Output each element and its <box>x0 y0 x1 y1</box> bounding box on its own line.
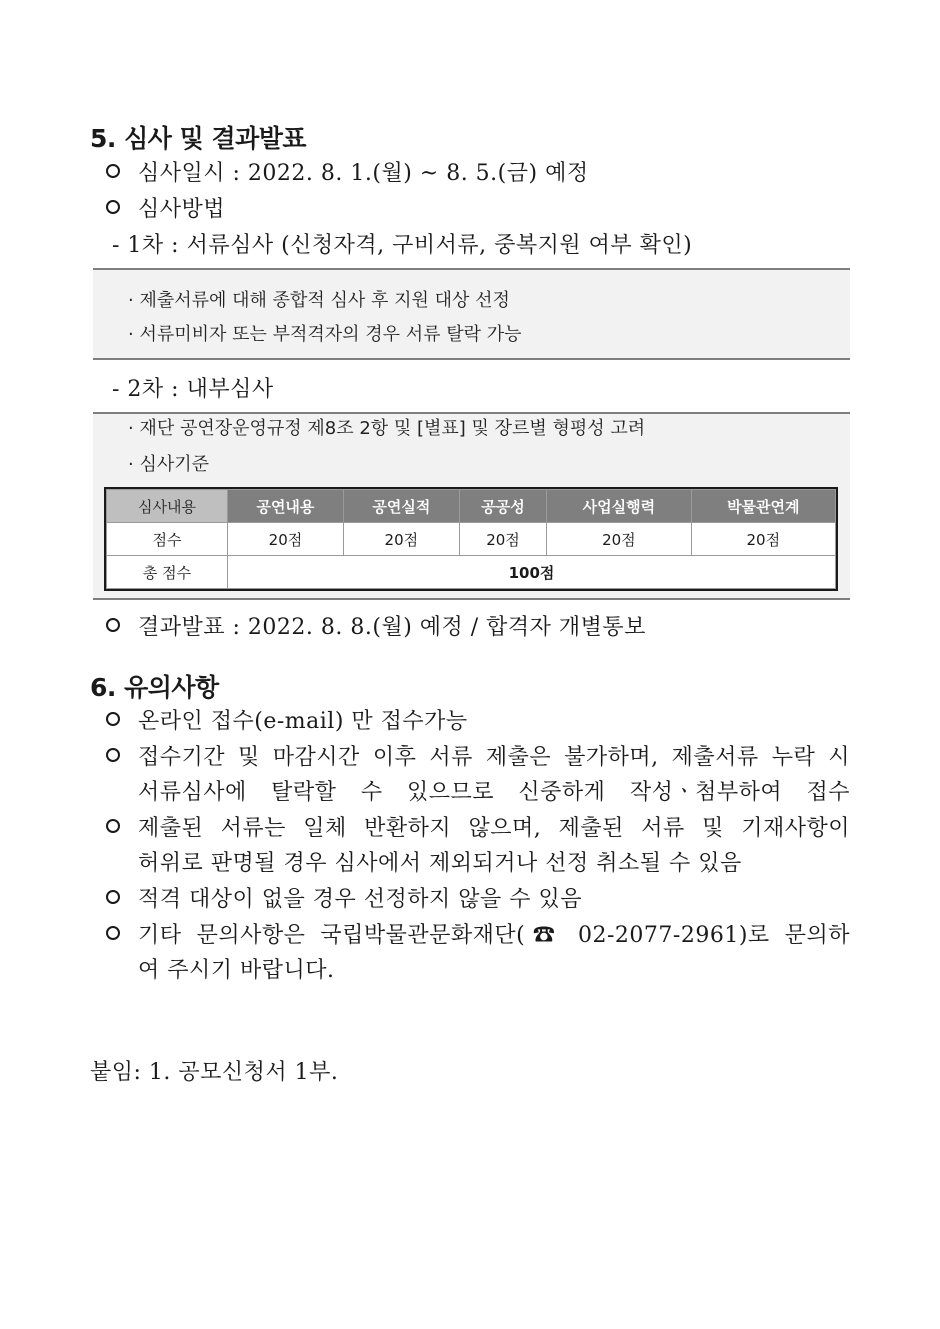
table-cell: 20점 <box>547 523 691 556</box>
result-text: 결과발표 : 2022. 8. 8.(월) 예정 / 합격자 개별통보 <box>138 615 646 640</box>
round2-note: · 심사기준 <box>128 454 209 475</box>
notice-line: 여 주시기 바랍니다. <box>138 958 335 983</box>
notice-line: 허위로 판명될 경우 심사에서 제외되거나 선정 취소될 수 있음 <box>138 851 742 876</box>
table-cell: 100점 <box>228 556 836 589</box>
table-header-cell: 공공성 <box>459 490 546 523</box>
table-row <box>107 556 836 589</box>
round1-note: · 제출서류에 대해 종합적 심사 후 지원 대상 선정 <box>128 290 510 311</box>
round2-text: - 2차 : 내부심사 <box>112 377 274 402</box>
table-cell: 20점 <box>228 523 344 556</box>
round1-text: - 1차 : 서류심사 (신청자격, 구비서류, 중복지원 여부 확인) <box>112 233 693 258</box>
section-6-title: 6. 유의사항 <box>90 673 219 702</box>
table-cell: 20점 <box>343 523 459 556</box>
round1-note: · 서류미비자 또는 부적격자의 경우 서류 탈락 가능 <box>128 324 522 345</box>
notice-line: 기타 문의사항은 국립박물관문화재단(☎ 02-2077-2961)로 문의하 <box>138 923 850 948</box>
table-header-row <box>107 490 836 523</box>
table-header-cell: 공연실적 <box>343 490 459 523</box>
circle-bullet-icon <box>106 819 120 833</box>
circle-bullet-icon <box>106 748 120 762</box>
table-header-cell: 박물관연계 <box>691 490 835 523</box>
round1-notes-box <box>93 268 850 360</box>
table-cell: 점수 <box>107 523 228 556</box>
notice-line: 적격 대상이 없을 경우 선정하지 않을 수 있음 <box>138 887 582 912</box>
criteria-table <box>106 489 836 589</box>
section-5-title: 5. 심사 및 결과발표 <box>90 124 307 153</box>
circle-bullet-icon <box>106 618 120 632</box>
attachment-text: 붙임: 1. 공모신청서 1부. <box>90 1060 339 1085</box>
table-row <box>107 523 836 556</box>
notice-line: 제출된 서류는 일체 반환하지 않으며, 제출된 서류 및 기재사항이 <box>138 816 850 841</box>
table-cell: 총 점수 <box>107 556 228 589</box>
circle-bullet-icon <box>106 926 120 940</box>
circle-bullet-icon <box>106 890 120 904</box>
notice-line: 온라인 접수(e-mail) 만 접수가능 <box>138 709 468 734</box>
table-header-cell: 사업실행력 <box>547 490 691 523</box>
table-cell: 20점 <box>691 523 835 556</box>
circle-bullet-icon <box>106 712 120 726</box>
table-header-cell: 심사내용 <box>107 490 228 523</box>
schedule-text: 심사일시 : 2022. 8. 1.(월) ~ 8. 5.(금) 예정 <box>138 161 589 186</box>
circle-bullet-icon <box>106 164 120 178</box>
round2-note: · 재단 공연장운영규정 제8조 2항 및 [별표] 및 장르별 형평성 고려 <box>128 418 646 439</box>
table-cell: 20점 <box>459 523 546 556</box>
circle-bullet-icon <box>106 200 120 214</box>
table-header-cell: 공연내용 <box>228 490 344 523</box>
method-text: 심사방법 <box>138 197 226 222</box>
notice-line: 접수기간 및 마감시간 이후 서류 제출은 불가하며, 제출서류 누락 시 <box>138 745 850 770</box>
notice-line: 서류심사에 탈락할 수 있으므로 신중하게 작성ㆍ첨부하여 접수 <box>138 780 850 805</box>
